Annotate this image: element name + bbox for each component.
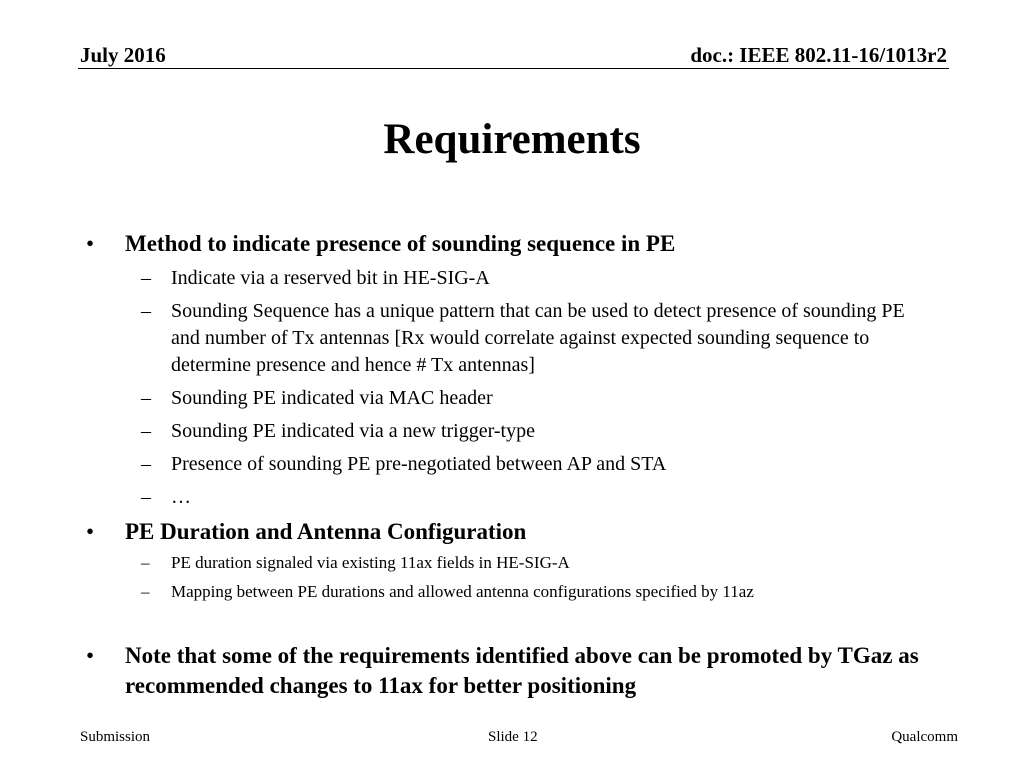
dash-marker: – <box>141 420 151 442</box>
footer-company: Qualcomm <box>891 729 958 745</box>
footer-slide-number: Slide 12 <box>488 729 538 745</box>
sub-bullet-text: Mapping between PE durations and allowed antenna configurations specified by 11az <box>171 582 754 601</box>
sub-bullet <box>141 484 931 511</box>
sub-bullet <box>141 581 931 603</box>
dash-marker: – <box>141 300 151 322</box>
bullet-text: PE Duration and Antenna Configuration <box>125 519 527 544</box>
sub-bullet-text: Presence of sounding PE pre-negotiated between AP and STA <box>171 453 667 475</box>
sub-bullet <box>141 385 931 412</box>
sub-bullet-text: Indicate via a reserved bit in HE-SIG-A <box>171 267 490 289</box>
bullet-text: Note that some of the requirements identified above can be promoted by TGaz as recommended changes to 11ax for better positioning <box>125 643 919 698</box>
bullet-marker: • <box>86 231 95 256</box>
sub-bullet-text: Sounding Sequence has a unique pattern that can be used to detect presence of sounding PE and number of Tx antennas [Rx would correlate against expected sounding sequence to determine presence and hence # Tx antennas] <box>171 300 905 376</box>
bullet-note <box>86 641 935 701</box>
footer-submission: Submission <box>80 729 151 745</box>
sub-bullet-text: … <box>171 486 191 508</box>
sub-bullet <box>141 265 931 292</box>
dash-marker: – <box>141 267 151 289</box>
header-date: July 2016 <box>80 43 166 67</box>
dash-marker: – <box>141 453 151 475</box>
dash-marker: – <box>141 387 151 409</box>
sub-bullet-text: Sounding PE indicated via MAC header <box>171 387 493 409</box>
dash-marker: – <box>141 486 151 508</box>
sub-bullet <box>141 418 931 445</box>
sub-bullet <box>141 451 931 478</box>
dash-marker: – <box>141 553 150 572</box>
dash-marker: – <box>141 582 150 601</box>
bullet-pe-duration-heading <box>86 517 935 547</box>
sub-bullet-text: PE duration signaled via existing 11ax fields in HE-SIG-A <box>171 553 570 572</box>
sub-bullet <box>141 552 931 574</box>
bullet-marker: • <box>86 643 95 668</box>
sub-bullet <box>141 298 931 379</box>
header-doc-id: doc.: IEEE 802.11-16/1013r2 <box>690 43 947 67</box>
slide-title: Requirements <box>383 116 641 163</box>
bullet-method-heading <box>86 229 935 259</box>
bullet-marker: • <box>86 519 95 544</box>
bullet-text: Method to indicate presence of sounding sequence in PE <box>125 231 676 256</box>
sub-bullet-text: Sounding PE indicated via a new trigger-type <box>171 420 535 442</box>
